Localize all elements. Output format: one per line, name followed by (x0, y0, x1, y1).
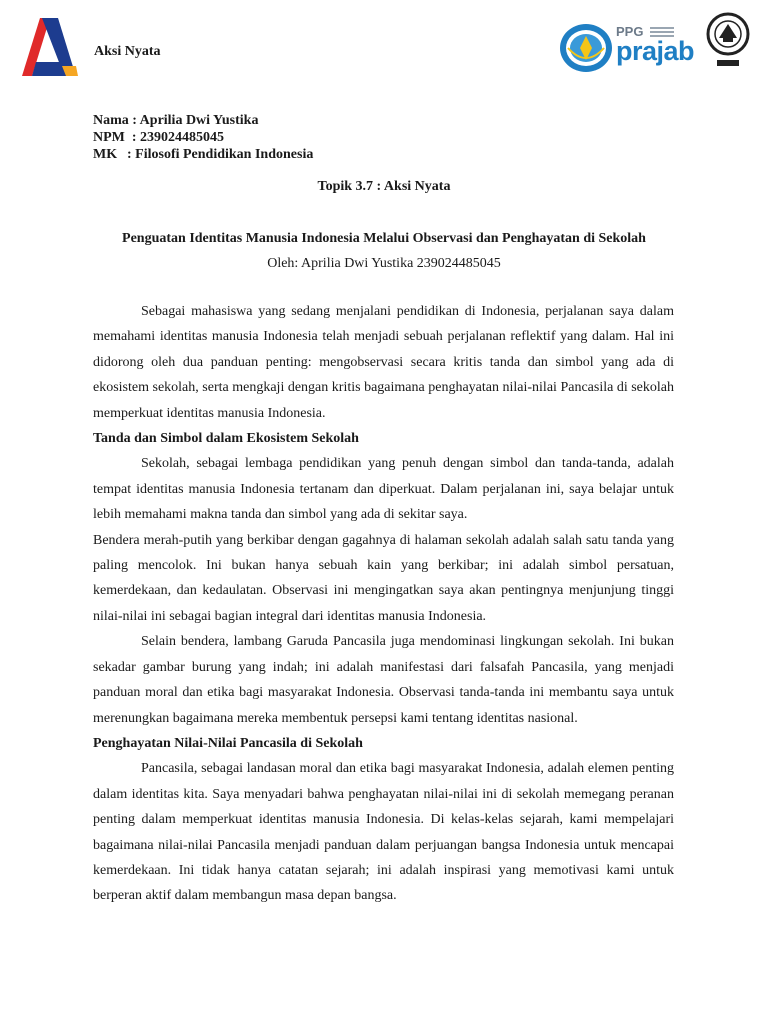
intro-paragraph: Sebagai mahasiswa yang sedang menjalani pendidikan di Indonesia, perjalanan saya dalam memahami identitas manusia Indonesia telah menjadi sebuah perjalanan reflektif yang dalam. Hal ini didorong oleh dua panduan penting: mengobservasi secara kritis tanda dan simbol yang ada di ekosistem sekolah, serta mengkaji dengan kritis bagaimana penghayatan nilai-nilai Pancasila di sekolah memperkuat identitas manusia Indonesia. (93, 304, 674, 421)
header-title: Aksi Nyata (94, 44, 161, 59)
document-title: Penguatan Identitas Manusia Indonesia Melalui Observasi dan Penghayatan di Sekolah (122, 231, 646, 246)
document-body (93, 299, 674, 909)
unm-logo-icon (703, 12, 753, 74)
paragraph-1: Sekolah, sebagai lembaga pendidikan yang penuh dengan simbol dan tanda-tanda, adalah tempat identitas manusia Indonesia tertanam dan diperkuat. Dalam perjalanan ini, saya belajar untuk lebih memahami makna tanda dan simbol yang ada di sekitar saya. (93, 456, 674, 523)
kemdikbud-logo-icon (558, 22, 614, 74)
paragraph-2: Bendera merah-putih yang berkibar dengan gagahnya di halaman sekolah adalah salah satu tanda yang paling mencolok. Ini bukan hanya sebuah kain yang berkibar; ini adalah simbol persatuan, kemerdekaan, dan kedaulatan. Observasi ini mengingatkan saya akan pentingnya menjunjung tinggi nilai-nilai ini sebagai bagian integral dari identitas manusia Indonesia. (93, 532, 674, 624)
section-heading-2: Penghayatan Nilai-Nilai Pancasila di Sekolah (93, 735, 363, 751)
ppg-label: PPG (616, 24, 644, 39)
mk-value: : Filosofi Pendidikan Indonesia (127, 147, 314, 162)
paragraph-4: Pancasila, sebagai landasan moral dan etika bagi masyarakat Indonesia, adalah elemen penting dalam identitas kita. Saya menyadari bahwa penghayatan nilai-nilai ini di sekolah memegang peranan penting dalam memperkuat identitas manusia Indonesia. Di kelas-kelas sejarah, kami mempelajari bagaimana nilai-nilai Pancasila menjadi panduan dalam perjuangan bangsa Indonesia untuk mencapai kemerdekaan. Ini tidak hanya catatan sejarah; ini adalah inspirasi yang memotivasi kami untuk berperan aktif dalam membangun masa depan bangsa. (93, 761, 674, 904)
nama-value: : Aprilia Dwi Yustika (132, 113, 259, 128)
paragraph-3: Selain bendera, lambang Garuda Pancasila juga mendominasi lingkungan sekolah. Ini bukan sekadar gambar burung yang indah; ini adalah manifestasi dari falsafah Pancasila, yang menjadi panduan moral dan etika bagi masyarakat Indonesia. Observasi tanda-tanda ini membantu saya untuk merenungkan bagaimana mereka membentuk persepsi kami tentang identitas nasional. (93, 634, 674, 726)
author-line: Oleh: Aprilia Dwi Yustika 239024485045 (267, 256, 501, 271)
identity-block (93, 112, 313, 163)
npm-label: NPM (93, 130, 125, 145)
app-logo-icon (18, 10, 80, 80)
npm-value: : 239024485045 (131, 130, 225, 145)
ppg-prajab-logo (616, 24, 702, 72)
topic-title: Topik 3.7 : Aksi Nyata (317, 179, 451, 194)
mk-label: MK (93, 147, 118, 162)
section-heading-1: Tanda dan Simbol dalam Ekosistem Sekolah (93, 431, 359, 447)
prajab-label: prajab (616, 36, 695, 66)
nama-label: Nama (93, 113, 129, 128)
